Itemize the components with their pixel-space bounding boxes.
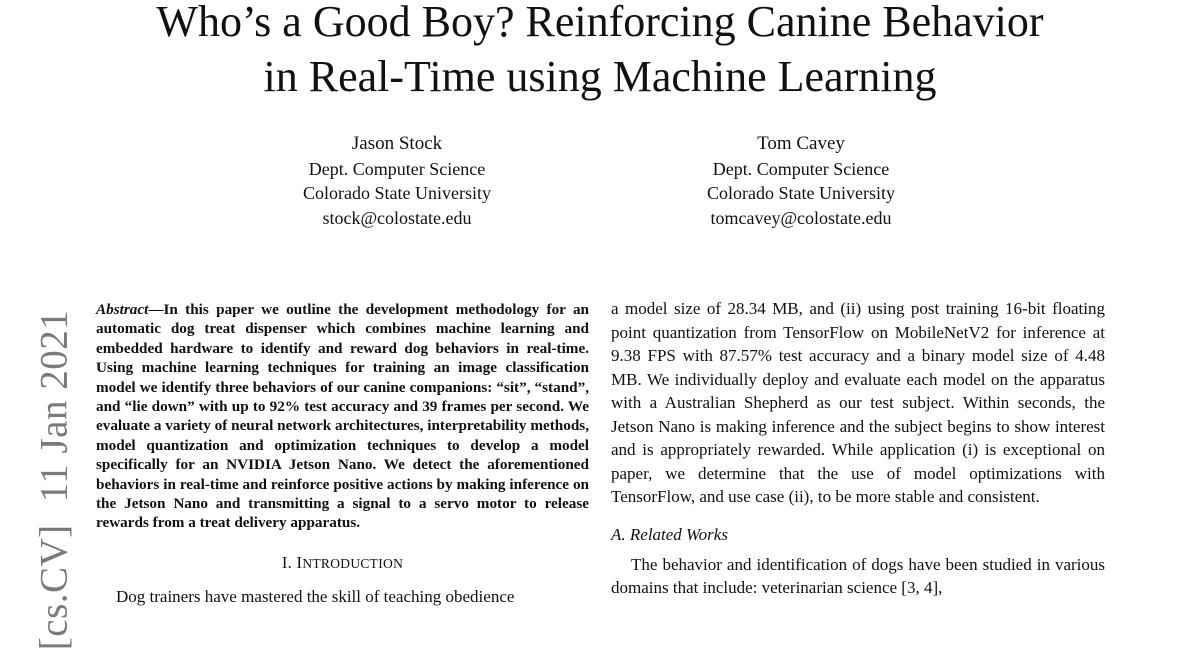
- author-department: Dept. Computer Science: [308, 158, 486, 179]
- author-name: Jason Stock: [351, 133, 443, 154]
- author-block-1: [247, 132, 547, 230]
- arxiv-category: [cs.CV]: [32, 524, 76, 650]
- abstract-dash: —: [148, 301, 164, 318]
- author-name: Tom Cavey: [757, 133, 845, 154]
- section-heading-introduction: [96, 553, 589, 573]
- author-department: Dept. Computer Science: [712, 158, 890, 179]
- introduction-text: Dog trainers have mastered the skill of teaching obedience: [116, 586, 515, 606]
- title-line-2: in Real-Time using Machine Learning: [263, 52, 937, 101]
- left-column: [96, 300, 589, 608]
- abstract: [96, 300, 589, 533]
- body-paragraph: a model size of 28.34 MB, and (ii) using post training 16-bit floating point quantization from TensorFlow on MobileNetV2 for inference at 9.38 FPS with 87.57% test accuracy and a binary model size of 4.48 MB. We individually deploy and evaluate each model on the apparatus with a Australian Shepherd as our test subject. Within seconds, the Jetson Nano is making inference and the subject begins to show interest and is appropriately rewarded. While application (i) is exceptional on paper, we determine that the use of model optimizations with TensorFlow, and use case (ii), to be more stable and consistent.: [611, 299, 1105, 506]
- abstract-text: In this paper we outline the development methodology for an automatic dog treat dispenser which combines machine learning and embedded hardware to identify and reward dog behaviors in real-time. Using machine learning techniques for training an image classification model we identify three behaviors of our canine companions: “sit”, “stand”, and “lie down” with up to 92% test accuracy and 39 frames per second. We evaluate a variety of neural network architectures, interpretability methods, model quantization and optimization techniques to develop a model specifically for an NVIDIA Jetson Nano. We detect the aforementioned behaviors in real-time and reinforce positive actions by making inference on the Jetson Nano and transmitting a signal to a servo motor to release rewards from a treat delivery apparatus.: [96, 301, 589, 532]
- section-numeral: I. I: [281, 552, 303, 572]
- author-block-2: [651, 132, 951, 230]
- subsection-heading-related-works: A. Related Works: [611, 524, 728, 544]
- paper-title: [0, 0, 1200, 104]
- arxiv-date: 11 Jan 2021: [32, 309, 76, 503]
- abstract-label: Abstract: [96, 301, 149, 318]
- author-email: stock@colostate.edu: [322, 207, 472, 228]
- title-line-1: Who’s a Good Boy? Reinforcing Canine Behavior: [156, 0, 1044, 46]
- right-column: [611, 297, 1105, 600]
- section-heading-rest: NTRODUCTION: [302, 555, 404, 571]
- related-works-text: The behavior and identification of dogs have been studied in various domains that include: veterinarian science [3, 4],: [611, 554, 1105, 597]
- author-email: tomcavey@colostate.edu: [710, 207, 892, 228]
- arxiv-sidebar-stamp: [32, 310, 77, 650]
- author-university: Colorado State University: [303, 183, 491, 203]
- author-university: Colorado State University: [707, 183, 895, 203]
